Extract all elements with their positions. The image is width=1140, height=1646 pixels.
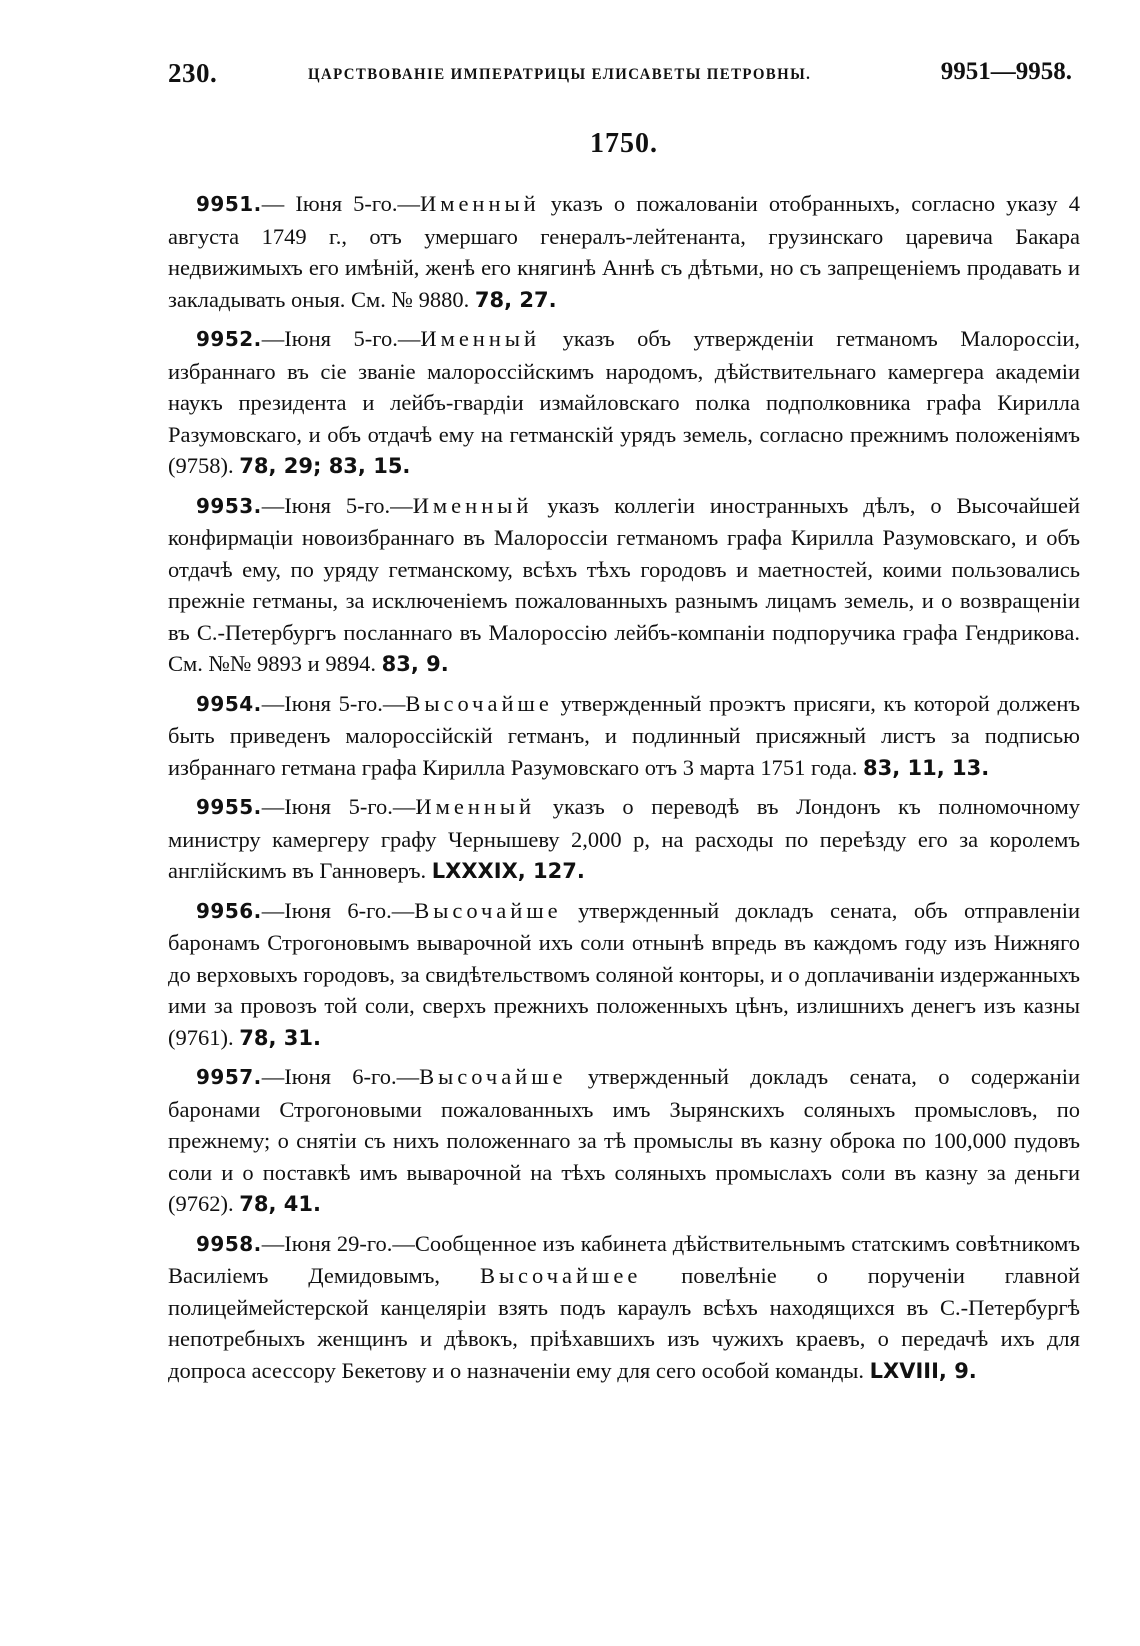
entry-date: —Іюня 5-го.—: [261, 690, 406, 716]
page-number: 230.: [168, 58, 218, 88]
entry-date: —Іюня 5-го.—: [261, 492, 413, 518]
entry-kind: Высочайше: [414, 897, 562, 923]
entry-kind: Именный: [420, 326, 541, 351]
document-page: [168, 52, 1080, 1612]
entry-9953: [168, 490, 1080, 681]
entry-date: —Іюня 5-го.—: [261, 794, 416, 819]
entry-date: — Іюня 5-го.—: [261, 191, 420, 216]
entry-reference: 78, 29; 83, 15.: [239, 454, 411, 478]
entry-body: указъ объ утвержденіи гетманомъ Малороссіи, избраннаго въ сіе званіе малороссійскимъ народомъ, дѣйствительнаго камергера академіи наукъ президента и лейбъ-гвардіи измайловскаго полка подполковника графа Кирилла Разумовскаго, и объ отдачѣ ему на гетманскій урядъ земель, согласно прежнимъ положеніямъ (9758).: [168, 326, 1081, 478]
entry-number: 9951.: [196, 192, 262, 216]
entry-number: 9957.: [196, 1065, 262, 1089]
entry-reference: 78, 31.: [239, 1025, 321, 1050]
entry-number: 9953.: [196, 493, 262, 518]
entry-reference: LXVIII, 9.: [869, 1358, 977, 1383]
entry-number: 9954.: [196, 691, 262, 716]
entry-kind: Высочайше: [405, 690, 553, 716]
entry-body: утвержденный докладъ сената, о содержаніи баронами Строгоновыми пожалованныхъ имъ Зырянскихъ соляныхъ промысловъ, по прежнему; о снятіи съ нихъ положеннаго за тѣ промыслы въ казну оброка по 100,000 пудовъ соли и о поставкѣ имъ выварочной на тѣхъ соляныхъ промыслахъ соли въ казну за деньги (9762).: [168, 1064, 1080, 1216]
entry-9955: [168, 791, 1080, 888]
entry-body: утвержденный докладъ сената, объ отправленіи баронамъ Строгоновымъ выварочной ихъ соли отнынѣ впредь въ каждомъ году изъ Нижняго до верховыхъ городовъ, за свидѣтельствомъ соляной конторы, и о доплачиваніи издержанныхъ ими за провозъ той соли, сверхъ прежнихъ положенныхъ цѣнъ, излишнихъ денегъ изъ казны (9761).: [168, 897, 1080, 1050]
entry-reference: 83, 11, 13.: [862, 755, 990, 780]
entry-number: 9955.: [196, 795, 262, 819]
entry-9954: [168, 688, 1080, 785]
entry-reference: 78, 41.: [239, 1192, 321, 1216]
entry-body: указъ о переводѣ въ Лондонъ къ полномочному министру камергеру графу Чернышеву 2,000 р, на расходы по переѣзду его за королемъ англійскимъ въ Ганноверъ.: [168, 794, 1080, 883]
entry-body: указъ о пожалованіи отобранныхъ, согласно указу 4 августа 1749 г., отъ умершаго генералъ-лейтенанта, грузинскаго царевича Бакара недвижимыхъ его имѣній, женѣ его княгинѣ Аннѣ съ дѣтьми, но съ запрещеніемъ продавать и закладывать оныя. См. № 9880.: [168, 191, 1081, 312]
entry-reference: LXXXIX, 127.: [431, 859, 585, 883]
entry-body: повелѣніе о порученіи главной полицеймейстерской канцеляріи взять подъ караулъ всѣхъ находящихся въ С.-Петербургѣ непотребныхъ женщинъ и дѣвокъ, пріѣхавшихъ изъ чужихъ краевъ, о передачѣ ихъ для допроса асессору Бекетову и о назначеніи ему для сего особой команды.: [168, 1263, 1080, 1383]
entry-9952: [168, 323, 1080, 483]
entry-date: —Іюня 5-го.—: [261, 326, 421, 351]
entry-reference: 78, 27.: [474, 287, 557, 312]
entry-9958: [168, 1228, 1080, 1388]
entry-kind: Высочайше: [419, 1064, 567, 1089]
entry-reference: 83, 9.: [381, 652, 449, 676]
entry-9951: [168, 188, 1080, 316]
entry-intro: Сообщенное изъ кабинета дѣйствительнымъ статскимъ совѣтникомъ Василіемъ Демидовымъ,: [168, 1230, 1080, 1288]
running-title: ЦАРСТВОВАНІЕ ИМПЕРАТРИЦЫ ЕЛИСАВЕТЫ ПЕТРОВНЫ.: [308, 66, 812, 83]
year-heading: 1750.: [590, 128, 658, 159]
entry-kind: Именный: [412, 492, 533, 518]
entry-kind: Именный: [415, 794, 536, 819]
entry-kind: Высочайшее: [479, 1263, 642, 1288]
entry-date: —Іюня 6-го.—: [261, 1064, 420, 1089]
entry-9957: [168, 1061, 1080, 1221]
entry-range: 9951—9958.: [940, 58, 1072, 85]
entry-number: 9956.: [196, 898, 262, 923]
entry-number: 9952.: [196, 327, 262, 351]
entry-date: —Іюня 29-го.—: [261, 1230, 415, 1256]
entry-list: [168, 188, 1080, 1387]
running-head: [168, 52, 1080, 96]
entry-body: указъ коллегіи иностранныхъ дѣлъ, о Высочайшей конфирмаціи новоизбраннаго въ Малороссіи гетманомъ графа Кирилла Разумовскаго, и объ отдачѣ ему, по уряду гетманскому, всѣхъ тѣхъ городовъ и маетностей, коими пользовались прежніе гетманы, за исключеніемъ пожалованныхъ разнымъ лицамъ земель, и о возвращеніи въ С.-Петербургъ посланнаго въ Малороссію лейбъ-компаніи подпоручика графа Гендрикова. См. №№ 9893 и 9894.: [168, 492, 1081, 676]
entry-number: 9958.: [196, 1231, 262, 1256]
entry-body: утвержденный проэктъ присяги, къ которой долженъ быть приведенъ малороссійскій гетманъ, и подлинный присяжный листъ за подписью избраннаго гетмана графа Кирилла Разумовскаго отъ 3 марта 1751 года.: [168, 690, 1080, 780]
entry-9956: [168, 895, 1080, 1055]
entry-kind: Именный: [419, 191, 540, 216]
entry-date: —Іюня 6-го.—: [261, 897, 415, 923]
